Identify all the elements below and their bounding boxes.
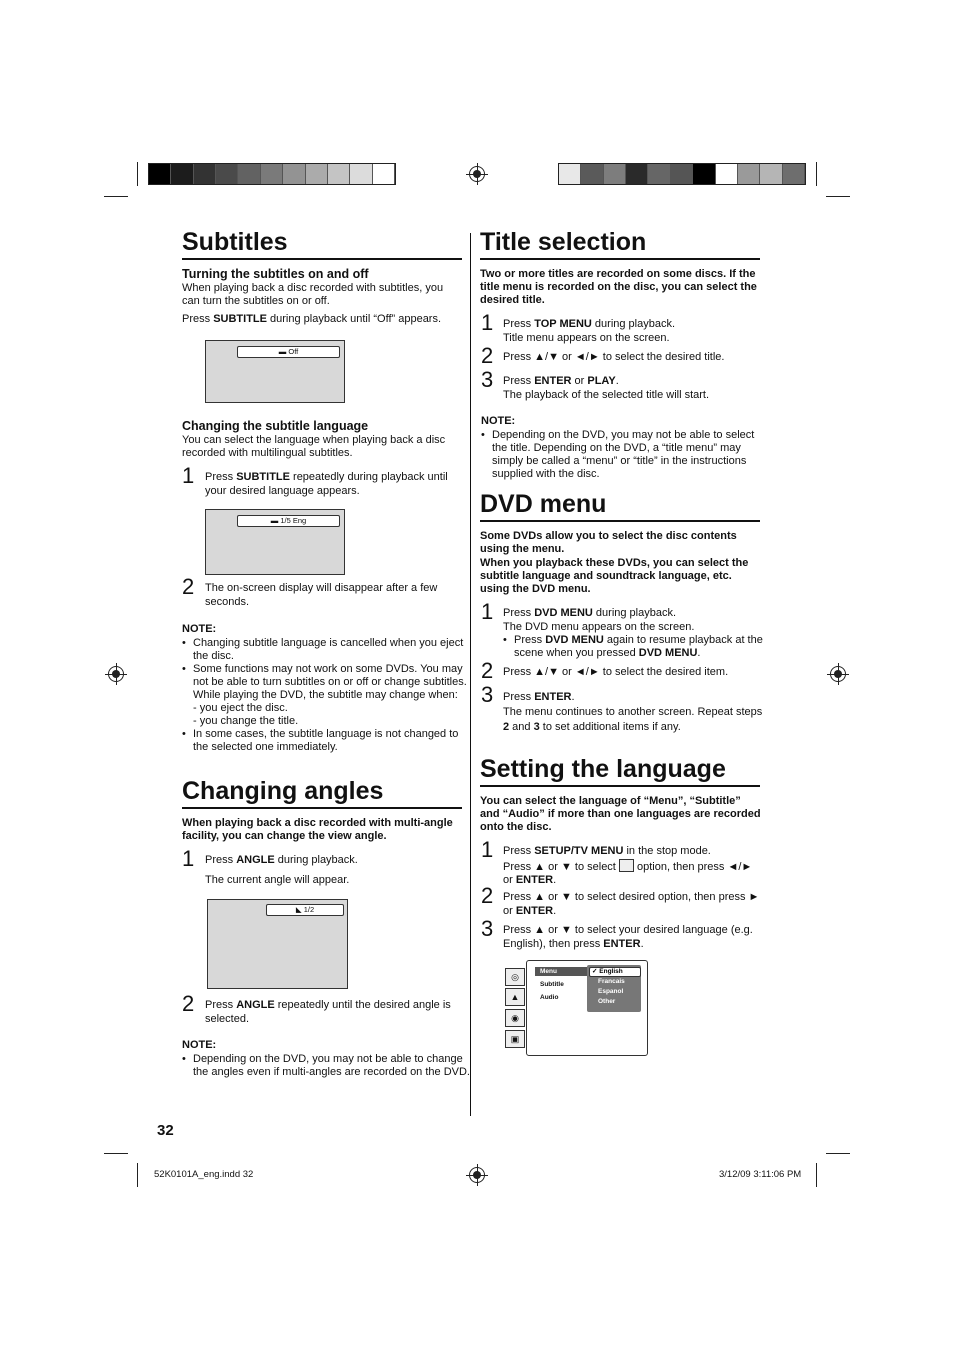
registration-mark-icon [108,666,124,682]
angles-intro: When playing back a disc recorded with multi-angle facility, you can change the view angle. [182,817,453,842]
audio-icon: ◉ [505,1009,525,1027]
subtitle-press-text: Press SUBTITLE during playback until “Off” appears. [182,313,442,325]
note-item: • Changing subtitle language is cancelled when you eject the disc. [193,637,474,663]
note-item: • Some functions may not work on some DVDs. You may not be able to turn subtitles on or off or change subtitles. While playing the DVD, the subtitle may change when: - you eject the disc. - you change the title. [193,663,474,728]
angle-notes [182,1053,474,1079]
angle-step-1-sub: The current angle will appear. [205,874,350,886]
footer-timestamp: 3/12/09 3:11:06 PM [719,1169,802,1180]
subtitles-heading: Subtitles [182,228,288,256]
dvd-menu-intro-1: Some DVDs allow you to select the disc contents using the menu. [480,530,737,555]
note-item: • Depending on the DVD, you may not be able to change the angles even if multi-angles are recorded on the DVD. [193,1053,474,1079]
step-number: 1 [182,846,195,871]
changing-subtitle-title: Changing the subtitle language [182,419,369,433]
title-selection-intro: Two or more titles are recorded on some discs. If the title menu is recorded on the disc, you can select the desired title. [480,268,757,306]
crop-mark [816,1163,817,1187]
osd-angle-bar: ◣ 1/2 [266,904,344,916]
note-heading: NOTE: [182,623,217,635]
footer-file-info: 52K0101A_eng.indd 32 [154,1169,254,1180]
osd-screen-subtitle-off [205,340,345,403]
note-heading: NOTE: [481,415,516,427]
subtitle-icon: ▬ [278,347,287,356]
menu-item-subtitle: Subtitle [540,981,564,988]
step-number: 1 [481,599,494,624]
title-step-1: Press TOP MENU during playback. Title menu appears on the screen. [503,318,676,344]
osd-subtitle-bar: ▬ Off [237,346,340,358]
note-item: • Depending on the DVD, you may not be able to select the title. Depending on the DVD, a “title menu” may simply be called a “menu” or “title” in the instructions supplied with the disc. [492,429,770,481]
language-intro: You can select the language of “Menu”, “Subtitle” and “Audio” if more than one languages are recorded onto the disc. [480,795,761,833]
note-item: • In some cases, the subtitle language is not changed to the selected one immediately. [193,728,474,754]
title-notes [481,429,770,481]
subtitle-icon: ▬ [270,516,279,525]
crop-mark [826,1153,850,1154]
heading-rule [480,258,760,260]
turning-subtitles-title: Turning the subtitles on and off [182,267,369,281]
step-number: 2 [481,883,494,908]
step-number: 1 [481,310,494,335]
osd-screen-subtitle-lang [205,509,345,575]
subtitle-step-2: The on-screen display will disappear after a few seconds. [205,582,438,608]
menu-item-menu: Menu [535,967,590,976]
step-number: 1 [182,463,195,488]
crop-mark [816,162,817,186]
osd-screen-angle [207,899,348,989]
crop-mark [137,1163,138,1187]
registration-mark-icon [469,1167,485,1183]
crop-mark [137,162,138,186]
crop-mark [104,1153,128,1154]
dvd-menu-step-1: Press DVD MENU during playback. The DVD menu appears on the screen. [503,607,695,633]
page-number: 32 [157,1122,174,1139]
heading-rule [480,785,760,787]
angle-step-2: Press ANGLE repeatedly until the desired angle is selected. [205,999,451,1025]
color-bar-right [558,163,806,185]
language-step-3: Press ▲ or ▼ to select your desired language (e.g. English), then press ENTER. [503,924,753,950]
option-other: Other [598,998,616,1005]
option-english: ✓ English [589,967,641,977]
dvd-menu-step-1-bullet [503,634,772,660]
heading-rule [182,258,462,260]
subtitle-notes [182,637,474,754]
step-number: 2 [182,991,195,1016]
option-francais: Francais [598,978,625,985]
registration-mark-icon [830,666,846,682]
registration-mark-icon [469,166,485,182]
camera-icon: ◣ [295,905,302,914]
step-number: 1 [481,837,494,862]
crop-mark [826,196,850,197]
check-icon: ✓ [592,968,598,975]
subtitle-step-1: Press SUBTITLE repeatedly during playback until your desired language appears. [205,471,448,497]
step-number: 2 [182,574,195,599]
osd-subtitle-bar: ▬ 1/5 Eng [237,515,340,527]
crop-mark [104,196,128,197]
lock-icon: ▣ [505,1030,525,1048]
picture-icon: ▲ [505,988,525,1006]
step-number: 2 [481,343,494,368]
heading-rule [480,520,760,522]
menu-item-audio: Audio [540,994,559,1001]
color-bar-left [148,163,396,185]
changing-subtitle-body: You can select the language when playing back a disc recorded with multilingual subtitles. [182,434,446,459]
angle-step-1: Press ANGLE during playback. [205,854,358,866]
dvd-menu-step-2: Press ▲/▼ or ◄/► to select the desired item. [503,666,729,678]
language-menu-panel [526,960,648,1056]
title-step-3: Press ENTER or PLAY. The playback of the selected title will start. [503,375,710,401]
step-number: 2 [481,658,494,683]
turning-subtitles-body: When playing back a disc recorded with subtitles, you can turn the subtitles on or off. [182,282,444,307]
language-step-1: Press SETUP/TV MENU in the stop mode. Press ▲ or ▼ to select option, then press ◄/► or ENTER. [503,845,753,886]
setting-language-heading: Setting the language [480,755,726,783]
option-espanol: Espanol [598,988,624,995]
note-heading: NOTE: [182,1039,217,1051]
globe-icon: ◎ [505,968,525,986]
heading-rule [182,807,462,809]
dvd-menu-step-3: Press ENTER. The menu continues to another screen. Repeat steps 2 and 3 to set additional items if any. [503,691,763,733]
step-number: 3 [481,367,494,392]
step-number: 3 [481,682,494,707]
dvd-menu-intro-2: When you playback these DVDs, you can select the subtitle language and soundtrack language, etc. using the DVD menu. [480,557,749,595]
changing-angles-heading: Changing angles [182,777,384,805]
title-step-2: Press ▲/▼ or ◄/► to select the desired title. [503,351,725,363]
dvd-menu-heading: DVD menu [480,490,607,518]
language-step-2: Press ▲ or ▼ to select desired option, then press ► or ENTER. [503,891,760,917]
language-options-popup [587,965,641,1012]
step-number: 3 [481,916,494,941]
title-selection-heading: Title selection [480,228,647,256]
language-menu-icon [619,859,634,872]
note-item: • Press DVD MENU again to resume playback at the scene when you pressed DVD MENU. [514,634,772,660]
